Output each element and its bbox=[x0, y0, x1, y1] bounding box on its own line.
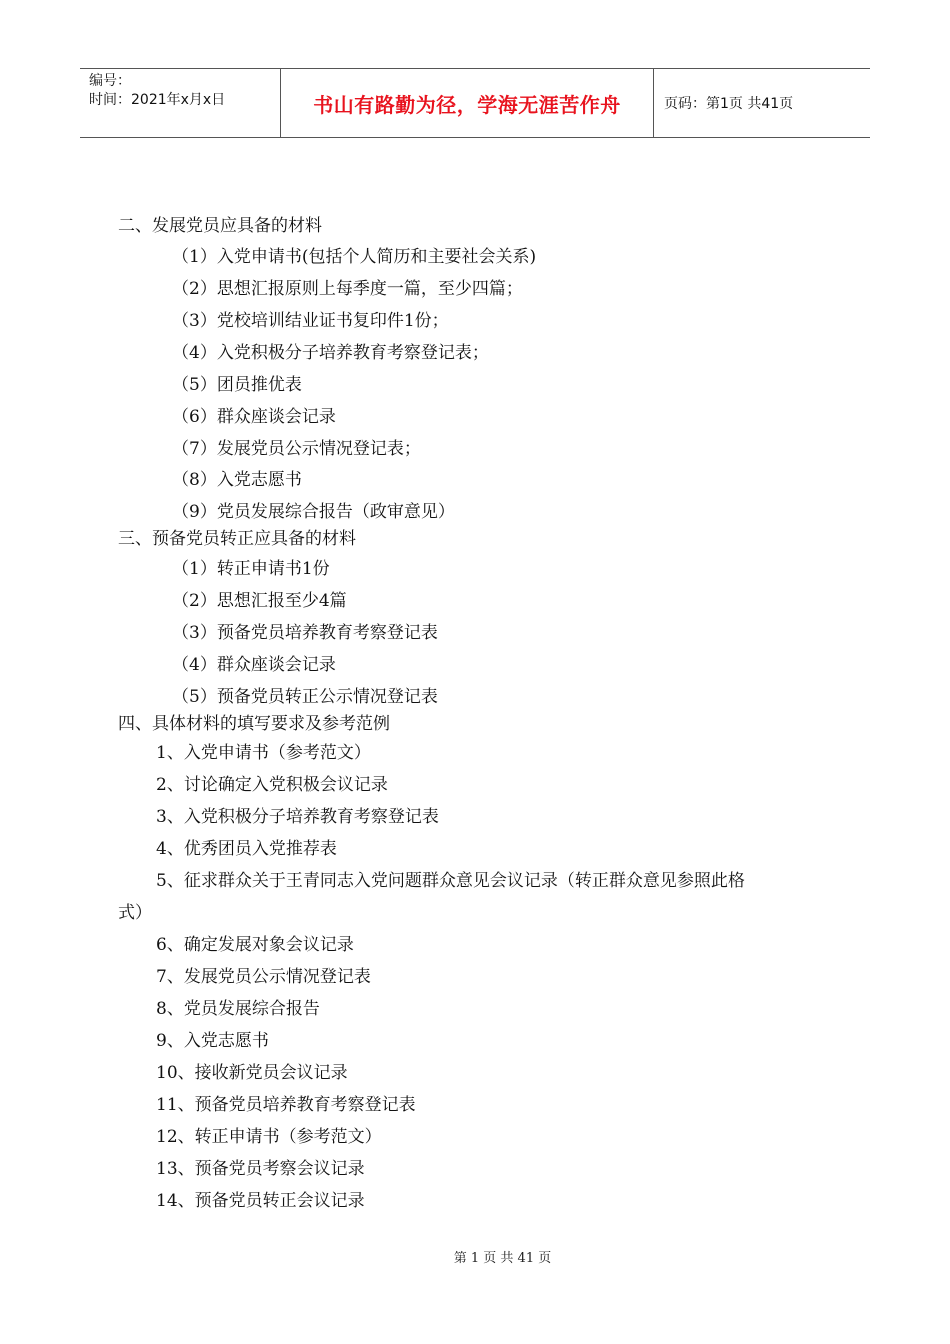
list-item-continuation: 式） bbox=[118, 903, 152, 923]
list-item: （7）发展党员公示情况登记表； bbox=[172, 439, 421, 459]
list-item: 9、入党志愿书 bbox=[156, 1031, 269, 1051]
list-item: 3、入党积极分子培养教育考察登记表 bbox=[156, 807, 439, 827]
list-item: （6）群众座谈会记录 bbox=[172, 407, 336, 427]
list-item: 2、讨论确定入党积极会议记录 bbox=[156, 775, 388, 795]
list-item: （4）群众座谈会记录 bbox=[172, 655, 336, 675]
list-item: 13、预备党员考察会议记录 bbox=[156, 1159, 365, 1179]
list-item: 5、征求群众关于王青同志入党问题群众意见会议记录（转正群众意见参照此格 bbox=[156, 871, 745, 891]
list-item: （2）思想汇报原则上每季度一篇，至少四篇； bbox=[172, 279, 523, 299]
code-label: 编号： bbox=[89, 73, 131, 89]
list-item: 12、转正申请书（参考范文） bbox=[156, 1127, 382, 1147]
list-item: （9）党员发展综合报告（政审意见） bbox=[172, 502, 455, 522]
list-item: 11、预备党员培养教育考察登记表 bbox=[156, 1095, 416, 1115]
list-item: 1、入党申请书（参考范文） bbox=[156, 743, 371, 763]
section-heading: 四、具体材料的填写要求及参考范例 bbox=[118, 714, 390, 734]
list-item: （8）入党志愿书 bbox=[172, 470, 302, 490]
section-heading: 二、发展党员应具备的材料 bbox=[118, 216, 322, 236]
list-item: （4）入党积极分子培养教育考察登记表； bbox=[172, 343, 489, 363]
header-page-info: 页码：第1页 共41页 bbox=[664, 96, 794, 112]
list-item: （2）思想汇报至少4篇 bbox=[172, 591, 347, 611]
list-item: 14、预备党员转正会议记录 bbox=[156, 1191, 365, 1211]
header-meta bbox=[80, 69, 281, 137]
list-item: 7、发展党员公示情况登记表 bbox=[156, 967, 371, 987]
page-header bbox=[80, 68, 870, 138]
page-footer: 第 1 页 共 41 页 bbox=[453, 1251, 552, 1266]
header-motto: 书山有路勤为径，学海无涯苦作舟 bbox=[281, 69, 654, 137]
list-item: （1）入党申请书(包括个人简历和主要社会关系) bbox=[172, 247, 537, 267]
list-item: （3）党校培训结业证书复印件1份； bbox=[172, 311, 449, 331]
list-item: （5）团员推优表 bbox=[172, 375, 302, 395]
section-heading: 三、预备党员转正应具备的材料 bbox=[118, 529, 356, 549]
list-item: 8、党员发展综合报告 bbox=[156, 999, 320, 1019]
list-item: 4、优秀团员入党推荐表 bbox=[156, 839, 337, 859]
list-item: 10、接收新党员会议记录 bbox=[156, 1063, 348, 1083]
list-item: （1）转正申请书1份 bbox=[172, 559, 330, 579]
list-item: （5）预备党员转正公示情况登记表 bbox=[172, 687, 438, 707]
list-item: 6、确定发展对象会议记录 bbox=[156, 935, 354, 955]
date-label: 时间：2021年x月x日 bbox=[89, 92, 226, 108]
list-item: （3）预备党员培养教育考察登记表 bbox=[172, 623, 438, 643]
